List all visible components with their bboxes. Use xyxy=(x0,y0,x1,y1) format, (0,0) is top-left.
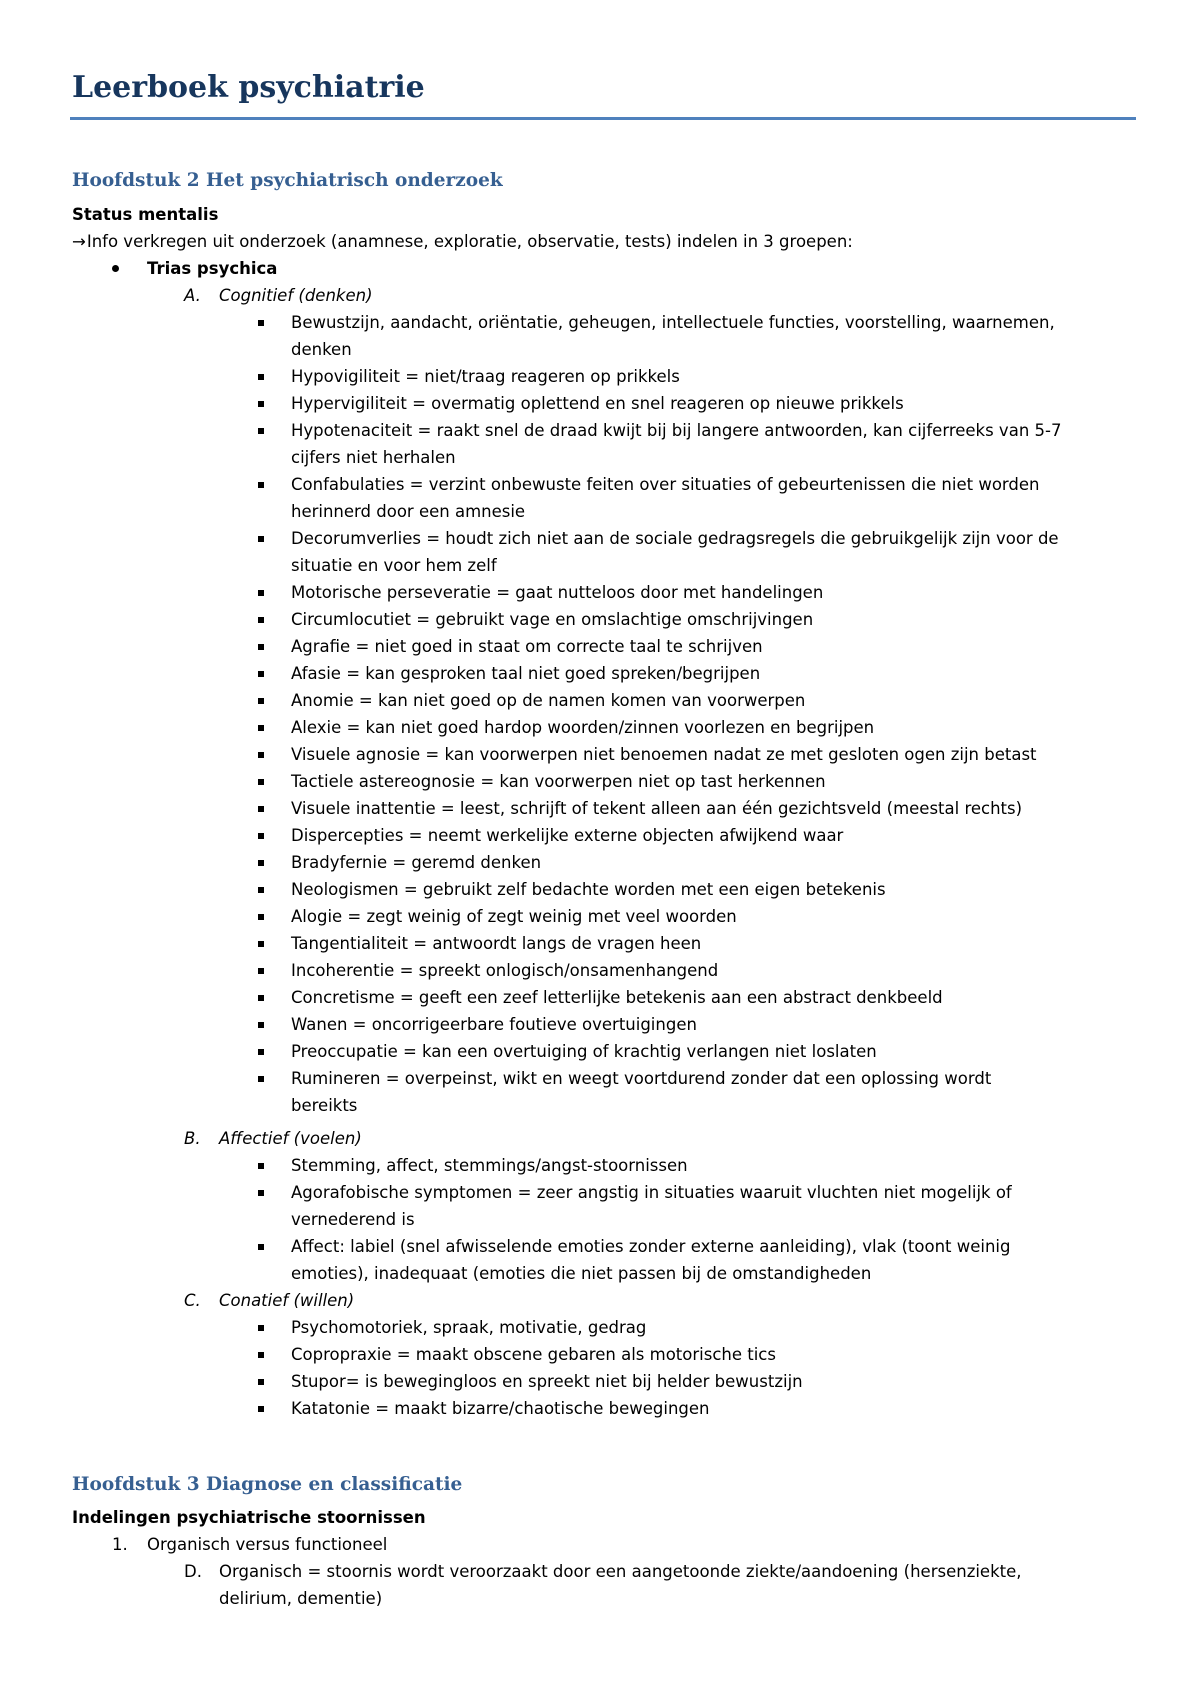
cognitief-item-line: Hypervigiliteit = overmatig oplettend en snel reageren op nieuwe prikkels xyxy=(291,394,904,413)
square-bullet-icon xyxy=(258,1379,264,1385)
title-divider xyxy=(70,117,1136,120)
item-1-marker: 1. xyxy=(112,1535,128,1554)
square-bullet-icon xyxy=(258,1076,264,1082)
square-bullet-icon xyxy=(258,482,264,488)
affectief-item-line: vernederend is xyxy=(291,1210,415,1229)
cognitief-item-line: Alexie = kan niet goed hardop woorden/zinnen voorlezen en begrijpen xyxy=(291,718,875,737)
square-bullet-icon xyxy=(258,860,264,866)
chapter-3-heading: Hoofdstuk 3 Diagnose en classificatie xyxy=(72,1474,463,1495)
cognitief-item-line: Tactiele astereognosie = kan voorwerpen niet op tast herkennen xyxy=(291,772,826,791)
cognitief-item-line: Confabulaties = verzint onbewuste feiten over situaties of gebeurtenissen die niet worden xyxy=(291,475,1040,494)
bullet-dot-icon xyxy=(112,265,119,272)
conatief-item-line: Copropraxie = maakt obscene gebaren als motorische tics xyxy=(291,1345,776,1364)
section-d-marker: D. xyxy=(184,1562,202,1581)
cognitief-item-line: Incoherentie = spreekt onlogisch/onsamenhangend xyxy=(291,961,719,980)
cognitief-item-line: cijfers niet herhalen xyxy=(291,448,456,467)
intro-text: Info verkregen uit onderzoek (anamnese, exploratie, observatie, tests) indelen in 3 groepen: xyxy=(86,232,853,251)
cognitief-item-line: Bradyfernie = geremd denken xyxy=(291,853,542,872)
conatief-item-line: Katatonie = maakt bizarre/chaotische bewegingen xyxy=(291,1399,710,1418)
square-bullet-icon xyxy=(258,1163,264,1169)
square-bullet-icon xyxy=(258,590,264,596)
indelingen-subheading: Indelingen psychiatrische stoornissen xyxy=(72,1508,426,1527)
square-bullet-icon xyxy=(258,968,264,974)
trias-psychica-label: Trias psychica xyxy=(147,259,278,278)
cognitief-item-line: Wanen = oncorrigeerbare foutieve overtuigingen xyxy=(291,1015,697,1034)
square-bullet-icon xyxy=(258,401,264,407)
cognitief-item-line: situatie en voor hem zelf xyxy=(291,556,497,575)
affectief-item-line: emoties), inadequaat (emoties die niet passen bij de omstandigheden xyxy=(291,1264,872,1283)
square-bullet-icon xyxy=(258,1244,264,1250)
square-bullet-icon xyxy=(258,833,264,839)
square-bullet-icon xyxy=(258,1352,264,1358)
cognitief-item-line: Dispercepties = neemt werkelijke externe objecten afwijkend waar xyxy=(291,826,844,845)
cognitief-item-line: Neologismen = gebruikt zelf bedachte worden met een eigen betekenis xyxy=(291,880,886,899)
square-bullet-icon xyxy=(258,617,264,623)
conatief-item-line: Stupor= is bewegingloos en spreekt niet bij helder bewustzijn xyxy=(291,1372,803,1391)
section-a-label: Cognitief (denken) xyxy=(219,286,373,305)
square-bullet-icon xyxy=(258,806,264,812)
square-bullet-icon xyxy=(258,995,264,1001)
cognitief-item-line: Alogie = zegt weinig of zegt weinig met veel woorden xyxy=(291,907,737,926)
square-bullet-icon xyxy=(258,887,264,893)
square-bullet-icon xyxy=(258,428,264,434)
cognitief-item-line: Hypotenaciteit = raakt snel de draad kwijt bij bij langere antwoorden, kan cijferreeks van 5-7 xyxy=(291,421,1062,440)
square-bullet-icon xyxy=(258,941,264,947)
square-bullet-icon xyxy=(258,320,264,326)
cognitief-item-line: bereikts xyxy=(291,1096,358,1115)
cognitief-item-line: Rumineren = overpeinst, wikt en weegt voortdurend zonder dat een oplossing wordt xyxy=(291,1069,992,1088)
cognitief-item-line: Visuele inattentie = leest, schrijft of tekent alleen aan één gezichtsveld (meestal rechts) xyxy=(291,799,1023,818)
square-bullet-icon xyxy=(258,698,264,704)
square-bullet-icon xyxy=(258,1406,264,1412)
cognitief-item-line: Preoccupatie = kan een overtuiging of krachtig verlangen niet loslaten xyxy=(291,1042,877,1061)
arrow-right-icon: → xyxy=(72,232,86,251)
section-c-label: Conatief (willen) xyxy=(219,1291,355,1310)
cognitief-item-line: Motorische perseveratie = gaat nutteloos door met handelingen xyxy=(291,583,824,602)
item-1-text: Organisch versus functioneel xyxy=(147,1535,388,1554)
cognitief-item-line: Anomie = kan niet goed op de namen komen van voorwerpen xyxy=(291,691,806,710)
cognitief-item-line: Concretisme = geeft een zeef letterlijke betekenis aan een abstract denkbeeld xyxy=(291,988,943,1007)
square-bullet-icon xyxy=(258,1325,264,1331)
section-c-marker: C. xyxy=(184,1291,201,1310)
square-bullet-icon xyxy=(258,779,264,785)
chapter-2-heading: Hoofdstuk 2 Het psychiatrisch onderzoek xyxy=(72,170,503,191)
square-bullet-icon xyxy=(258,671,264,677)
square-bullet-icon xyxy=(258,1190,264,1196)
square-bullet-icon xyxy=(258,644,264,650)
intro-line xyxy=(72,228,853,255)
cognitief-item-line: Afasie = kan gesproken taal niet goed spreken/begrijpen xyxy=(291,664,761,683)
square-bullet-icon xyxy=(258,1022,264,1028)
square-bullet-icon xyxy=(258,374,264,380)
section-d-line-2: delirium, dementie) xyxy=(219,1589,383,1608)
section-a-marker: A. xyxy=(184,286,201,305)
conatief-item-line: Psychomotoriek, spraak, motivatie, gedrag xyxy=(291,1318,647,1337)
cognitief-item-line: Circumlocutiet = gebruikt vage en omslachtige omschrijvingen xyxy=(291,610,814,629)
document-title: Leerboek psychiatrie xyxy=(72,70,425,105)
cognitief-item-line: Decorumverlies = houdt zich niet aan de sociale gedragsregels die gebruikgelijk zijn voor de xyxy=(291,529,1059,548)
cognitief-item-line: herinnerd door een amnesie xyxy=(291,502,526,521)
cognitief-item-line: Agrafie = niet goed in staat om correcte taal te schrijven xyxy=(291,637,763,656)
cognitief-item-line: Tangentialiteit = antwoordt langs de vragen heen xyxy=(291,934,702,953)
square-bullet-icon xyxy=(258,1049,264,1055)
cognitief-item-line: Hypovigiliteit = niet/traag reageren op prikkels xyxy=(291,367,680,386)
cognitief-item-line: Bewustzijn, aandacht, oriëntatie, geheugen, intellectuele functies, voorstelling, waarnemen, xyxy=(291,313,1055,332)
square-bullet-icon xyxy=(258,725,264,731)
section-b-marker: B. xyxy=(184,1129,201,1148)
cognitief-item-line: Visuele agnosie = kan voorwerpen niet benoemen nadat ze met gesloten ogen zijn betast xyxy=(291,745,1037,764)
status-mentalis-subheading: Status mentalis xyxy=(72,205,219,224)
affectief-item-line: Agorafobische symptomen = zeer angstig in situaties waaruit vluchten niet mogelijk of xyxy=(291,1183,1012,1202)
square-bullet-icon xyxy=(258,914,264,920)
section-b-label: Affectief (voelen) xyxy=(219,1129,362,1148)
cognitief-item-line: denken xyxy=(291,340,352,359)
affectief-item-line: Affect: labiel (snel afwisselende emoties zonder externe aanleiding), vlak (toont weinig xyxy=(291,1237,1011,1256)
square-bullet-icon xyxy=(258,752,264,758)
section-d-line-1: Organisch = stoornis wordt veroorzaakt door een aangetoonde ziekte/aandoening (hersenziekte, xyxy=(219,1562,1022,1581)
square-bullet-icon xyxy=(258,536,264,542)
affectief-item-line: Stemming, affect, stemmings/angst-stoornissen xyxy=(291,1156,688,1175)
